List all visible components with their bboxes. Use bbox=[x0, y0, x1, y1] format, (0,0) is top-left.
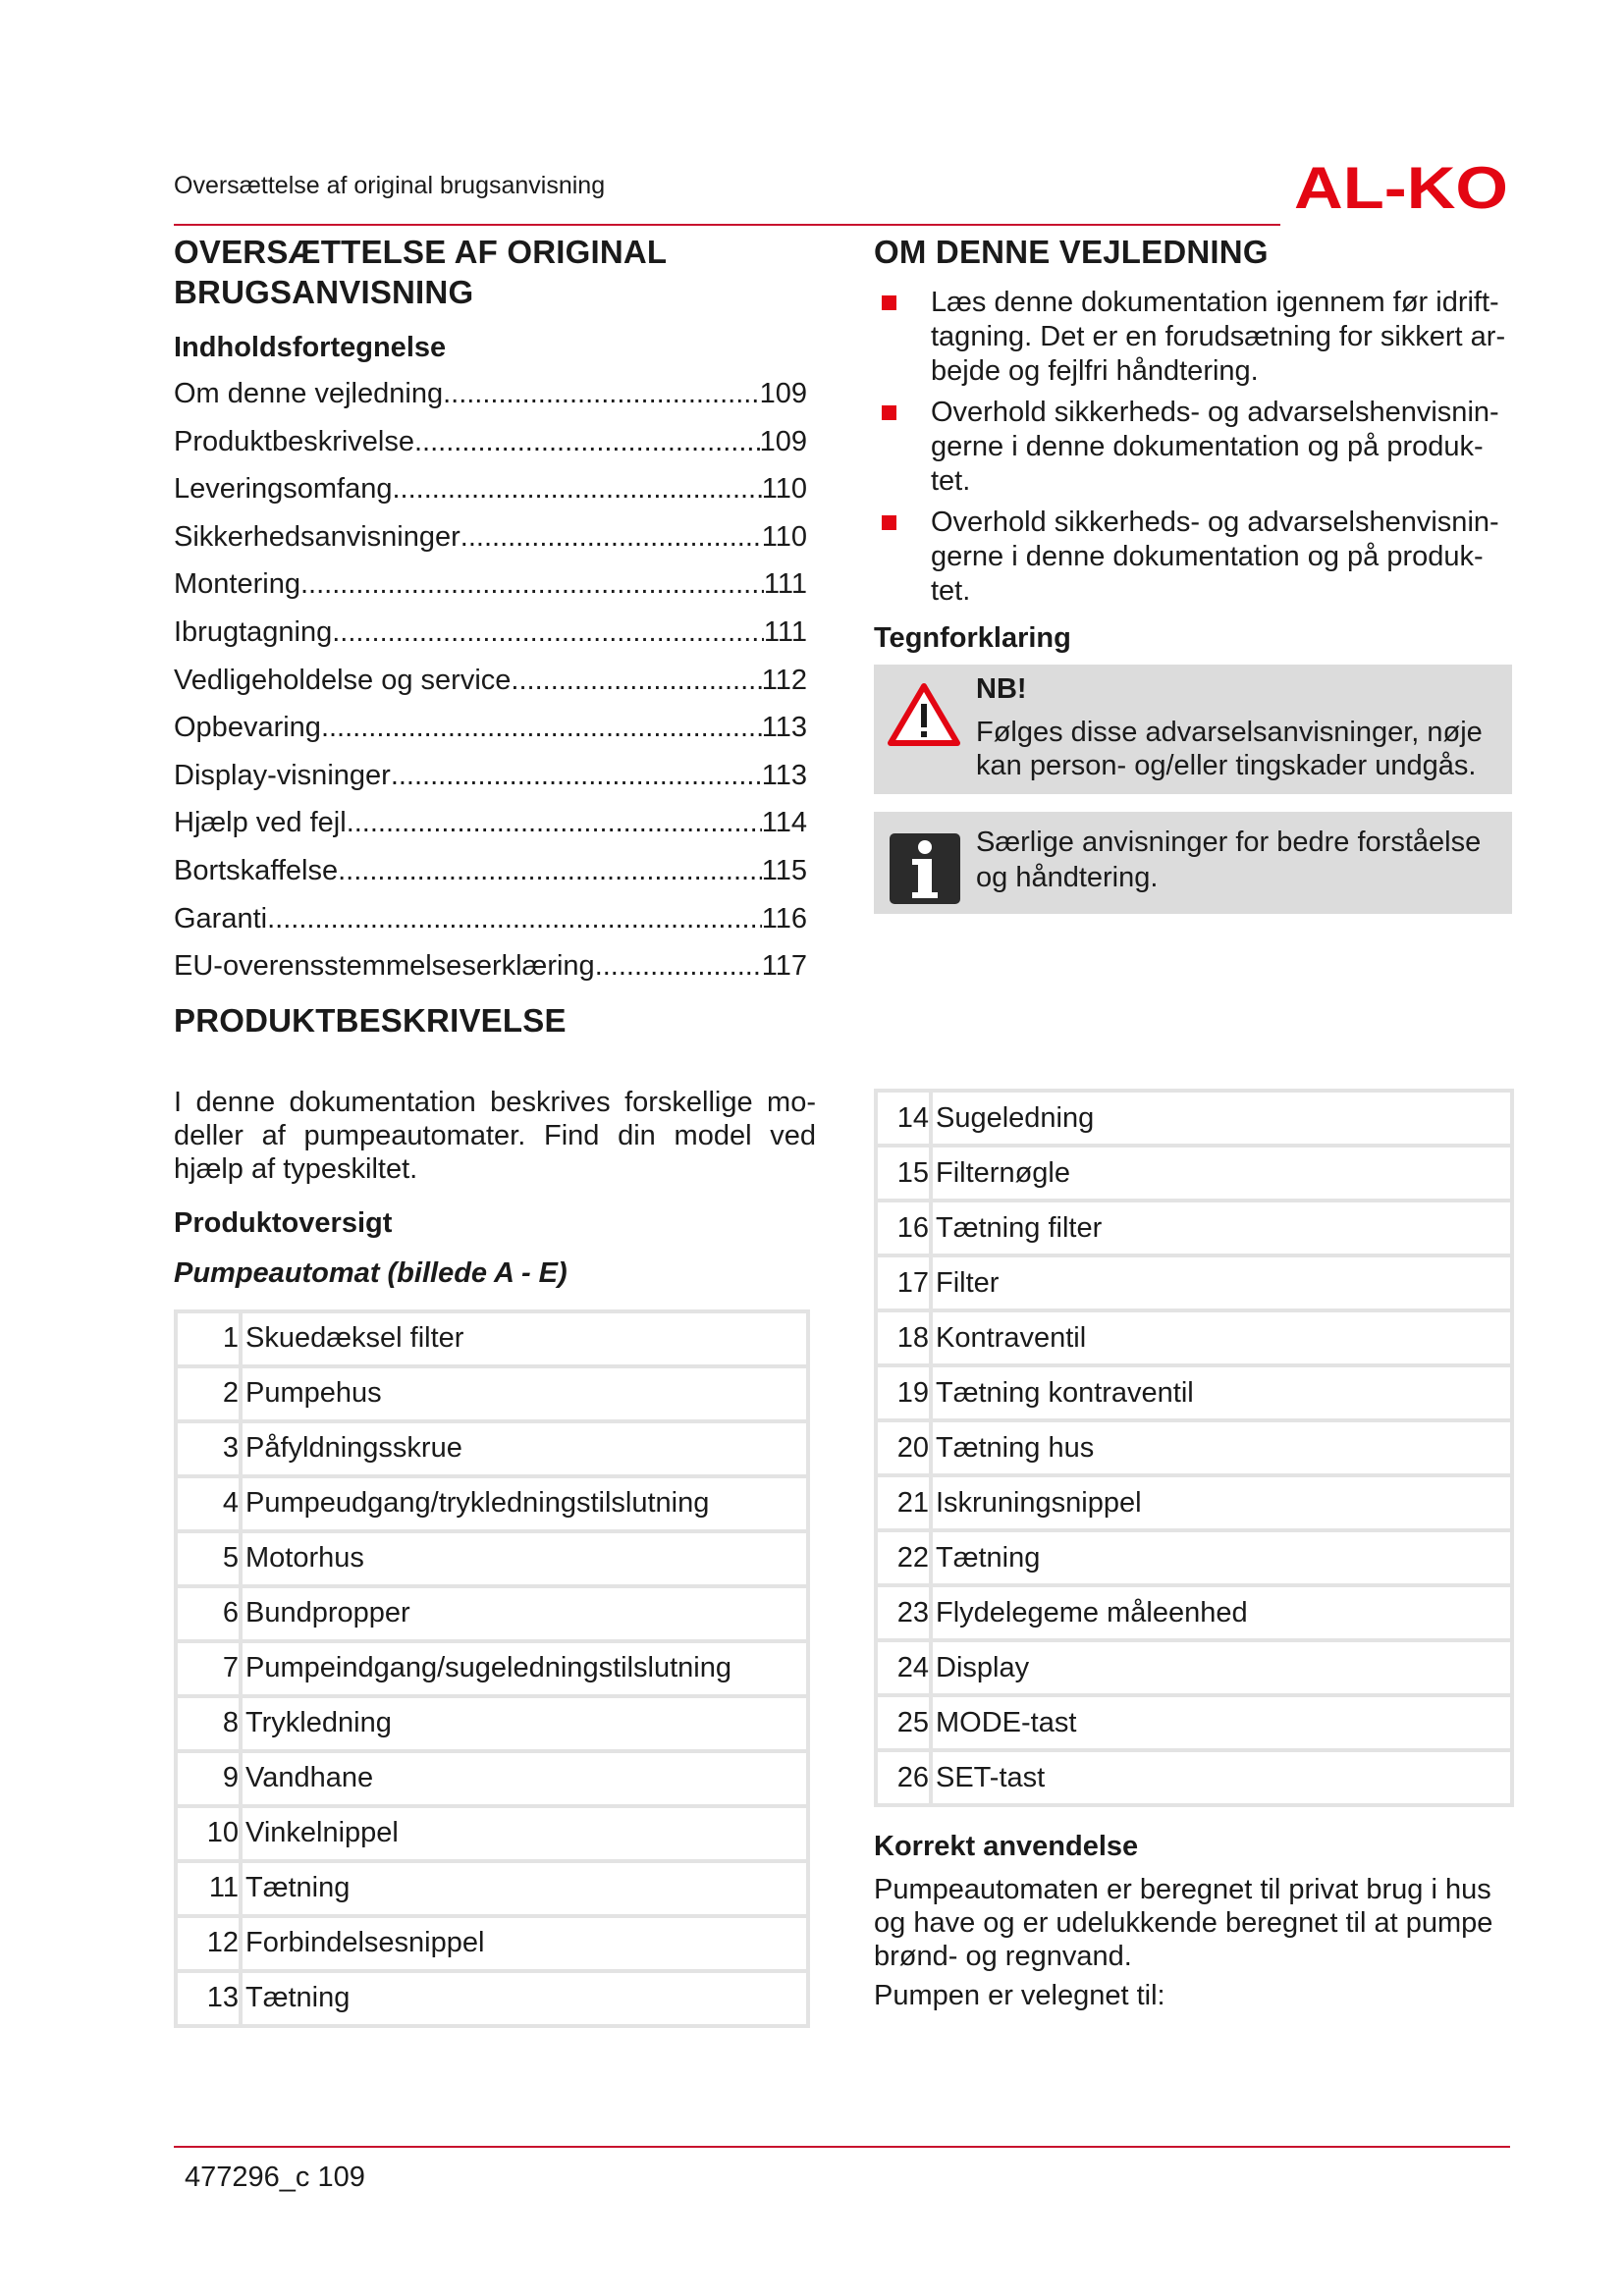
toc-entry[interactable]: Ibrugtagning ..... 111 bbox=[174, 609, 807, 657]
main-title bbox=[174, 232, 822, 312]
use-line: Pumpen er velegnet til: bbox=[874, 1980, 1165, 2011]
footer-rule bbox=[174, 2146, 1510, 2148]
table-row bbox=[876, 1146, 1512, 1201]
about-heading: OM DENNE VEJLEDNING bbox=[874, 234, 1269, 270]
warning-text-line: kan person- og/eller tingskader undgås. bbox=[976, 750, 1477, 781]
warning-triangle-icon bbox=[888, 682, 960, 747]
part-label: Pumpeudgang/trykledningstilslutning bbox=[241, 1476, 808, 1531]
info-text-line: og håndtering. bbox=[976, 862, 1159, 893]
toc-entry[interactable]: Garanti ..... 116 bbox=[174, 895, 807, 943]
page-number: 109 bbox=[317, 2162, 365, 2193]
toc-entry[interactable]: Sikkerhedsanvisninger ..... 110 bbox=[174, 513, 807, 561]
toc-entry[interactable]: EU-overensstemmelseserklæring ..... 117 bbox=[174, 942, 807, 990]
part-number: 18 bbox=[876, 1310, 931, 1365]
footer bbox=[185, 2162, 365, 2194]
part-label: Bundpropper bbox=[241, 1586, 808, 1641]
part-number: 6 bbox=[176, 1586, 241, 1641]
table-row bbox=[176, 1971, 808, 2026]
part-label: Pumpeindgang/sugeledningstilslutning bbox=[241, 1641, 808, 1696]
table-row bbox=[176, 1641, 808, 1696]
table-row bbox=[876, 1420, 1512, 1475]
part-number: 4 bbox=[176, 1476, 241, 1531]
main-title-line2: BRUGSANVISNING bbox=[174, 274, 474, 310]
legend-heading: Tegnforklaring bbox=[874, 622, 1071, 654]
part-label: Pumpehus bbox=[241, 1366, 808, 1421]
table-row bbox=[876, 1201, 1512, 1255]
part-label: Vinkelnippel bbox=[241, 1806, 808, 1861]
part-label: Filter bbox=[931, 1255, 1512, 1310]
list-item: Overhold sikkerheds- og advarselshenvisnin- gerne i denne dokumentation og på produk- tet. bbox=[874, 396, 1512, 499]
info-text-line: Særlige anvisninger for bedre forståelse bbox=[976, 827, 1482, 858]
use-line: og have og er udelukkende beregnet til at pumpe bbox=[874, 1907, 1493, 1939]
table-row bbox=[876, 1530, 1512, 1585]
part-label: Sugeledning bbox=[931, 1091, 1512, 1146]
overview-heading: Produktoversigt bbox=[174, 1206, 393, 1239]
part-label: Flydelegeme måleenhed bbox=[931, 1585, 1512, 1640]
logo-text: AL-KO bbox=[1294, 157, 1508, 218]
part-number: 21 bbox=[876, 1475, 931, 1530]
part-number: 26 bbox=[876, 1750, 931, 1805]
parts-table-right bbox=[874, 1089, 1514, 1807]
part-label: Påfyldningsskrue bbox=[241, 1421, 808, 1476]
part-label: Tætning bbox=[241, 1861, 808, 1916]
intro-line: I denne dokumentation beskrives forskellige mo- bbox=[174, 1086, 816, 1118]
table-row bbox=[176, 1531, 808, 1586]
info-box bbox=[874, 812, 1512, 914]
part-number: 10 bbox=[176, 1806, 241, 1861]
running-header: Oversættelse af original brugsanvisning bbox=[174, 172, 606, 199]
part-label: Filternøgle bbox=[931, 1146, 1512, 1201]
table-row bbox=[176, 1806, 808, 1861]
list-item: Overhold sikkerheds- og advarselshenvisnin- gerne i denne dokumentation og på produk- tet. bbox=[874, 506, 1512, 609]
intro-line: hjælp af typeskiltet. bbox=[174, 1152, 418, 1185]
part-number: 9 bbox=[176, 1751, 241, 1806]
part-number: 11 bbox=[176, 1861, 241, 1916]
part-label: Tætning kontraventil bbox=[931, 1365, 1512, 1420]
part-number: 22 bbox=[876, 1530, 931, 1585]
part-label: SET-tast bbox=[931, 1750, 1512, 1805]
toc-entry[interactable]: Bortskaffelse ..... 115 bbox=[174, 847, 807, 895]
toc-heading: Indholdsfortegnelse bbox=[174, 332, 447, 363]
part-number: 1 bbox=[176, 1311, 241, 1366]
warning-text-line: Følges disse advarselsanvisninger, nøje bbox=[976, 717, 1483, 748]
table-row bbox=[876, 1310, 1512, 1365]
table-row bbox=[176, 1366, 808, 1421]
table-row bbox=[176, 1586, 808, 1641]
part-label: Tætning bbox=[241, 1971, 808, 2026]
part-label: Display bbox=[931, 1640, 1512, 1695]
part-number: 25 bbox=[876, 1695, 931, 1750]
overview-subheading: Pumpeautomat (billede A - E) bbox=[174, 1256, 568, 1289]
alko-logo bbox=[1294, 157, 1510, 218]
table-row bbox=[176, 1476, 808, 1531]
part-number: 15 bbox=[876, 1146, 931, 1201]
table-row bbox=[876, 1695, 1512, 1750]
toc-entry[interactable]: Hjælp ved fejl ..... 114 bbox=[174, 799, 807, 847]
toc-entry[interactable]: Montering ..... 111 bbox=[174, 561, 807, 609]
table-of-contents bbox=[174, 370, 807, 990]
use-text bbox=[874, 1873, 1512, 2012]
part-number: 13 bbox=[176, 1971, 241, 2026]
part-label: Tætning filter bbox=[931, 1201, 1512, 1255]
table-row bbox=[876, 1255, 1512, 1310]
intro-line: deller af pumpeautomater. Find din model ved bbox=[174, 1119, 816, 1151]
table-row bbox=[876, 1640, 1512, 1695]
table-row bbox=[876, 1091, 1512, 1146]
part-label: Iskruningsnippel bbox=[931, 1475, 1512, 1530]
part-label: Skuedæksel filter bbox=[241, 1311, 808, 1366]
part-label: MODE-tast bbox=[931, 1695, 1512, 1750]
part-label: Kontraventil bbox=[931, 1310, 1512, 1365]
left-column bbox=[174, 232, 822, 2028]
table-row bbox=[176, 1751, 808, 1806]
toc-entry[interactable]: Opbevaring ..... 113 bbox=[174, 704, 807, 752]
toc-entry[interactable]: Om denne vejledning ..... 109 bbox=[174, 370, 807, 418]
warning-box bbox=[874, 665, 1512, 794]
product-intro bbox=[174, 1086, 816, 1186]
main-title-line1: OVERSÆTTELSE AF ORIGINAL bbox=[174, 234, 668, 270]
part-number: 14 bbox=[876, 1091, 931, 1146]
part-number: 5 bbox=[176, 1531, 241, 1586]
part-label: Forbindelsesnippel bbox=[241, 1916, 808, 1971]
product-heading: PRODUKTBESKRIVELSE bbox=[174, 1001, 567, 1039]
part-label: Tætning bbox=[931, 1530, 1512, 1585]
use-line: Pumpeautomaten er beregnet til privat brug i hus bbox=[874, 1874, 1491, 1905]
toc-entry[interactable]: Produktbeskrivelse ..... 109 bbox=[174, 418, 807, 466]
part-label: Tætning hus bbox=[931, 1420, 1512, 1475]
table-row bbox=[876, 1365, 1512, 1420]
part-number: 20 bbox=[876, 1420, 931, 1475]
table-row bbox=[176, 1421, 808, 1476]
list-item: Læs denne dokumentation igennem før idrift- tagning. Det er en forudsætning for sikkert ar- bejde og fejlfri håndtering. bbox=[874, 286, 1512, 389]
part-number: 2 bbox=[176, 1366, 241, 1421]
toc-entry[interactable]: Display-visninger ..... 113 bbox=[174, 752, 807, 800]
use-line: brønd- og regnvand. bbox=[874, 1941, 1132, 1972]
header-rule bbox=[174, 224, 1280, 226]
table-row bbox=[176, 1916, 808, 1971]
warning-title: NB! bbox=[976, 673, 1027, 705]
part-number: 19 bbox=[876, 1365, 931, 1420]
parts-table-left bbox=[174, 1309, 810, 2028]
use-heading: Korrekt anvendelse bbox=[874, 1831, 1139, 1862]
table-row bbox=[876, 1585, 1512, 1640]
table-row bbox=[176, 1696, 808, 1751]
table-row bbox=[876, 1475, 1512, 1530]
right-column bbox=[874, 232, 1512, 2012]
part-label: Motorhus bbox=[241, 1531, 808, 1586]
table-row bbox=[876, 1750, 1512, 1805]
part-number: 3 bbox=[176, 1421, 241, 1476]
part-number: 23 bbox=[876, 1585, 931, 1640]
part-number: 12 bbox=[176, 1916, 241, 1971]
about-bullets bbox=[874, 286, 1512, 609]
part-label: Trykledning bbox=[241, 1696, 808, 1751]
toc-entry[interactable]: Vedligeholdelse og service ..... 112 bbox=[174, 657, 807, 705]
doc-number: 477296_c bbox=[185, 2162, 310, 2193]
part-number: 7 bbox=[176, 1641, 241, 1696]
toc-entry[interactable]: Leveringsomfang ..... 110 bbox=[174, 465, 807, 513]
table-row bbox=[176, 1861, 808, 1916]
info-icon bbox=[890, 833, 960, 904]
part-number: 16 bbox=[876, 1201, 931, 1255]
table-row bbox=[176, 1311, 808, 1366]
part-number: 24 bbox=[876, 1640, 931, 1695]
part-label: Vandhane bbox=[241, 1751, 808, 1806]
part-number: 8 bbox=[176, 1696, 241, 1751]
part-number: 17 bbox=[876, 1255, 931, 1310]
